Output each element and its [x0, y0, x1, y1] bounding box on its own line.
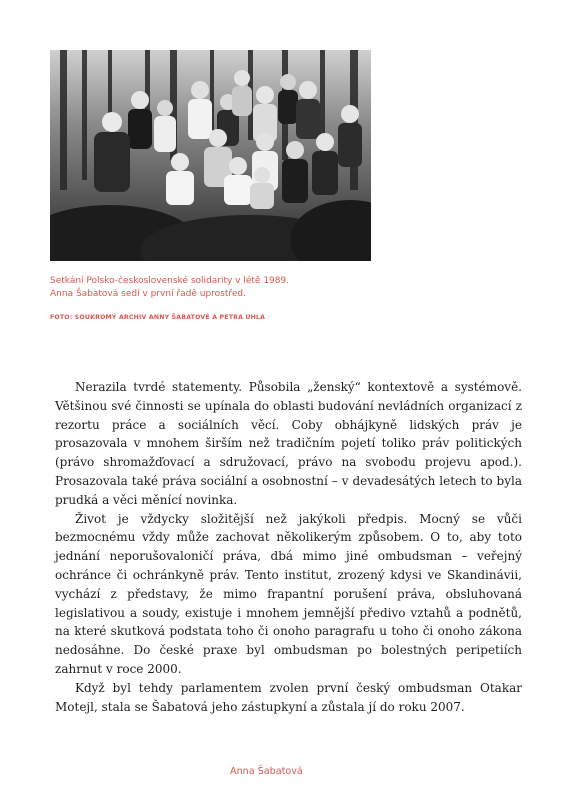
running-footer: Anna Šabatová	[230, 766, 303, 777]
photo-illustration	[50, 50, 371, 261]
group-photo	[50, 50, 371, 261]
caption-line-1: Setkání Polsko-československé solidarity v létě 1989.	[50, 276, 290, 286]
article-body	[55, 378, 522, 716]
paragraph-1: Nerazila tvrdé statementy. Působila „ženský“ kontextově a systémově. Většinou své činnosti se upínala do oblasti budování nevládních organizací z rezortu práce a sociálních věcí. Coby obhájkyně lidských práv je prosazovala v mnohem širším než tradičním pojetí toliko práv politických (právo shromažďovací a sdružovací, právo na svobodu projevu apod.). Prosazovala také práva sociální a osobnostní – v devadesátých letech to byla prudká a věci měnící novinka.	[55, 380, 522, 507]
photo-caption	[50, 275, 370, 301]
paragraph-3: Když byl tehdy parlamentem zvolen první český ombudsman Otakar Motejl, stala se Šabatová jeho zástupkyní a zůstala jí do roku 2007.	[55, 680, 522, 714]
caption-line-2: Anna Šabatová sedí v první řadě uprostřed.	[50, 289, 247, 299]
paragraph-2: Život je vždycky složitější než jakýkoli předpis. Mocný se vůči bezmocnému vždy může zachovat několikerým způsobem. O to, aby toto jednání neporušovaloničí práva, dbá mimo jiné ombudsman – veřejný ochránce či ochránkyně práv. Tento institut, zrozený kdysi ve Skandinávii, vychází z představy, že mimo frapantní porušení práva, obsluhovaná legislativou a soudy, existuje i mnohem jemnější předivo vztahů a podnětů, na které skutková podstata toho či onoho paragrafu u toho či onoho zákona nedosáhne. Do české praxe byl ombudsman po bolestných peripetiích zahrnut v roce 2000.	[55, 511, 522, 676]
photo-credit: FOTO: SOUKROMÝ ARCHIV ANNY ŠABATOVÉ A PETRA UHLA	[50, 314, 266, 321]
